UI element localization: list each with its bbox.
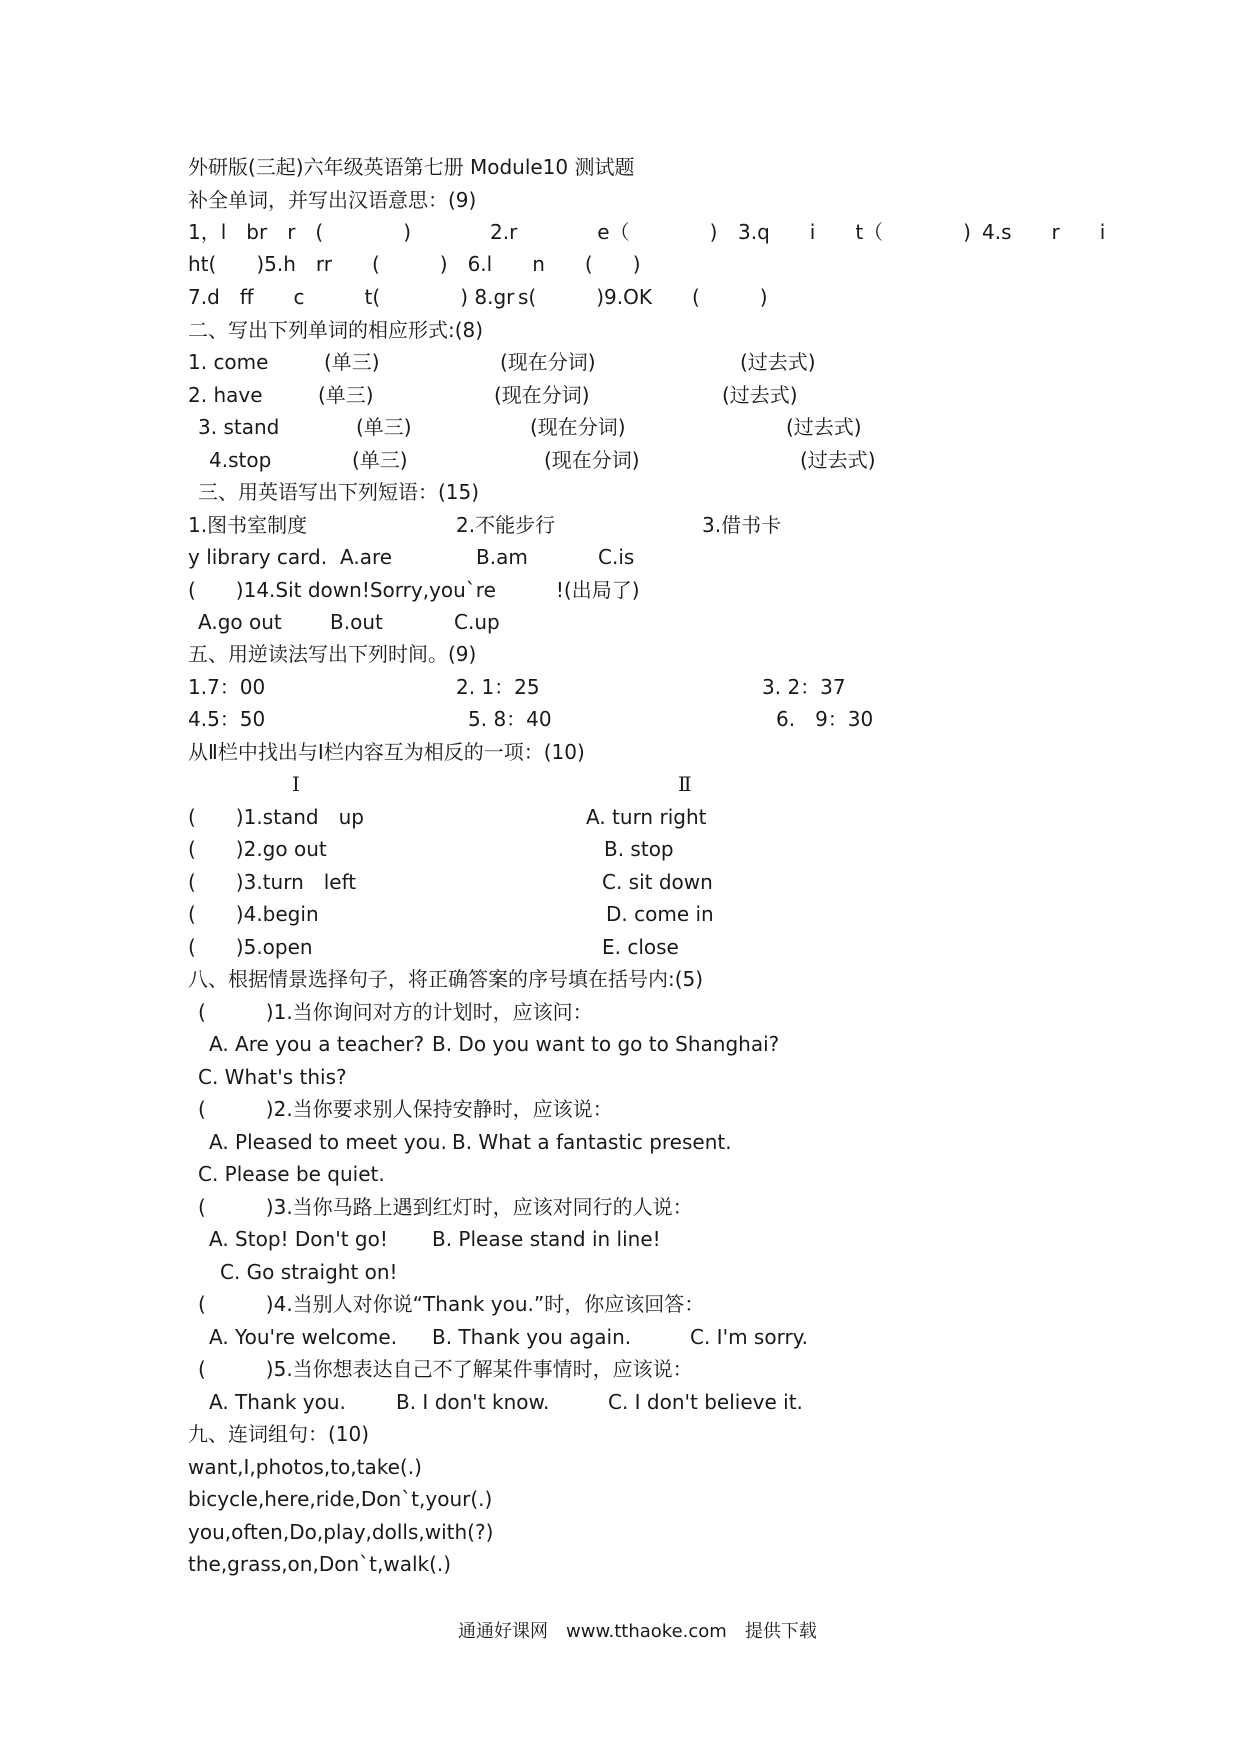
s8-q1-b: B. Do you want to go to Shanghai? xyxy=(432,1032,780,1056)
s3-q14: ( )14.Sit down!Sorry,you`re !(出局了) xyxy=(188,578,640,602)
s8-q3-a: A. Stop! Don't go! xyxy=(209,1227,388,1251)
s9-item3: you,often,Do,play,dolls,with(?) xyxy=(188,1520,494,1544)
s2-row4-c: (过去式) xyxy=(800,448,876,472)
s2-row2-word: 2. have xyxy=(188,383,263,407)
s1-line1-part3: 3.q i t（ ) xyxy=(738,220,971,244)
s8-q1: ( )1.当你询问对方的计划时，应该问： xyxy=(198,1000,593,1024)
s2-row3-c: (过去式) xyxy=(786,415,862,439)
s8-q4: ( )4.当别人对你说“Thank you.”时，你应该回答： xyxy=(198,1292,705,1316)
s8-q5: ( )5.当你想表达自己不了解某件事情时，应该说： xyxy=(198,1357,693,1381)
s9-item1: want,I,photos,to,take(.) xyxy=(188,1455,422,1479)
s3-frag-text: y library card. xyxy=(188,545,328,569)
s2-row1-c: (过去式) xyxy=(740,350,816,374)
s2-row3-a: (单三) xyxy=(356,415,412,439)
s6-row5-left: ( )5.open xyxy=(188,935,313,959)
s8-q5-b: B. I don't know. xyxy=(396,1390,550,1414)
s8-q4-b: B. Thank you again. xyxy=(432,1325,632,1349)
s8-q1-c: C. What's this? xyxy=(198,1065,347,1089)
footer: 通通好课网 www.tthaoke.com 提供下载 xyxy=(458,1621,817,1642)
s6-row3-right: C. sit down xyxy=(602,870,713,894)
s1-line3-part1: 7.d ff c t( ) 8.gr xyxy=(188,285,515,309)
section1-heading: 补全单词，并写出汉语意思：(9) xyxy=(188,188,477,212)
s6-row2-right: B. stop xyxy=(604,837,674,861)
s6-row1-left: ( )1.stand up xyxy=(188,805,364,829)
s6-row1-right: A. turn right xyxy=(586,805,707,829)
s1-line2: ht( )5.h rr ( ) 6.l n ( ) xyxy=(188,252,641,276)
s6-col1-header: Ⅰ xyxy=(292,772,300,796)
s2-row4-a: (单三) xyxy=(352,448,408,472)
section8-heading: 八、根据情景选择句子，将正确答案的序号填在括号内:(5) xyxy=(188,967,704,991)
s3-item2: 2.不能步行 xyxy=(456,513,556,537)
s3-q14-c: C.up xyxy=(454,610,500,634)
s2-row1-b: (现在分词) xyxy=(500,350,596,374)
s3-frag-a: A.are xyxy=(340,545,393,569)
s5-r2-1: 4.5：50 xyxy=(188,707,266,731)
s3-frag-b: B.am xyxy=(476,545,528,569)
section5-heading: 五、用逆读法写出下列时间。(9) xyxy=(188,642,477,666)
section9-heading: 九、连词组句：(10) xyxy=(188,1422,370,1446)
s2-row2-b: (现在分词) xyxy=(494,383,590,407)
s6-row2-left: ( )2.go out xyxy=(188,837,327,861)
s8-q1-a: A. Are you a teacher? xyxy=(209,1032,425,1056)
s6-row3-left: ( )3.turn left xyxy=(188,870,357,894)
s8-q3-c: C. Go straight on! xyxy=(220,1260,398,1284)
s8-q5-a: A. Thank you. xyxy=(209,1390,346,1414)
s8-q4-a: A. You're welcome. xyxy=(209,1325,398,1349)
s6-row4-left: ( )4.begin xyxy=(188,902,319,926)
s2-row3-b: (现在分词) xyxy=(530,415,626,439)
s2-row2-a: (单三) xyxy=(318,383,374,407)
s9-item4: the,grass,on,Don`t,walk(.) xyxy=(188,1552,452,1576)
s6-row5-right: E. close xyxy=(602,935,679,959)
s8-q2-b: B. What a fantastic present. xyxy=(452,1130,732,1154)
s8-q2: ( )2.当你要求别人保持安静时，应该说： xyxy=(198,1097,613,1121)
s3-q14-a: A.go out xyxy=(198,610,282,634)
s6-row4-right: D. come in xyxy=(606,902,714,926)
s9-item2: bicycle,here,ride,Don`t,your(.) xyxy=(188,1487,493,1511)
section2-heading: 二、写出下列单词的相应形式:(8) xyxy=(188,318,484,342)
section6-heading: 从Ⅱ栏中找出与Ⅰ栏内容互为相反的一项：(10) xyxy=(188,740,585,764)
s8-q3: ( )3.当你马路上遇到红灯时，应该对同行的人说： xyxy=(198,1195,693,1219)
s3-frag-c: C.is xyxy=(598,545,635,569)
s2-row1-a: (单三) xyxy=(324,350,380,374)
s1-line1-part4: 4.s r i xyxy=(982,220,1106,244)
s3-q14-b: B.out xyxy=(330,610,383,634)
s5-r2-3: 6. 9：30 xyxy=(776,707,874,731)
s6-col2-header: Ⅱ xyxy=(678,772,692,796)
s1-line1-part1: 1，l br r ( ) xyxy=(188,220,412,244)
s8-q5-c: C. I don't believe it. xyxy=(608,1390,803,1414)
s2-row3-word: 3. stand xyxy=(198,415,280,439)
s5-r2-2: 5. 8：40 xyxy=(468,707,552,731)
s3-item3: 3.借书卡 xyxy=(702,513,782,537)
s3-item1: 1.图书室制度 xyxy=(188,513,308,537)
s8-q2-a: A. Pleased to meet you. xyxy=(209,1130,447,1154)
s1-line1-part2: 2.r e（ ) xyxy=(490,220,718,244)
s2-row2-c: (过去式) xyxy=(722,383,798,407)
s2-row4-word: 4.stop xyxy=(209,448,272,472)
s5-r1-1: 1.7：00 xyxy=(188,675,266,699)
s8-q3-b: B. Please stand in line! xyxy=(432,1227,661,1251)
s2-row4-b: (现在分词) xyxy=(544,448,640,472)
s8-q4-c: C. I'm sorry. xyxy=(690,1325,809,1349)
s5-r1-3: 3. 2：37 xyxy=(762,675,846,699)
s8-q2-c: C. Please be quiet. xyxy=(198,1162,385,1186)
title: 外研版(三起)六年级英语第七册 Module10 测试题 xyxy=(188,155,635,179)
s5-r1-2: 2. 1：25 xyxy=(456,675,540,699)
section3-heading: 三、用英语写出下列短语：(15) xyxy=(198,480,480,504)
s1-line3-part2: s( )9.OK ( ) xyxy=(518,285,768,309)
s2-row1-word: 1. come xyxy=(188,350,269,374)
